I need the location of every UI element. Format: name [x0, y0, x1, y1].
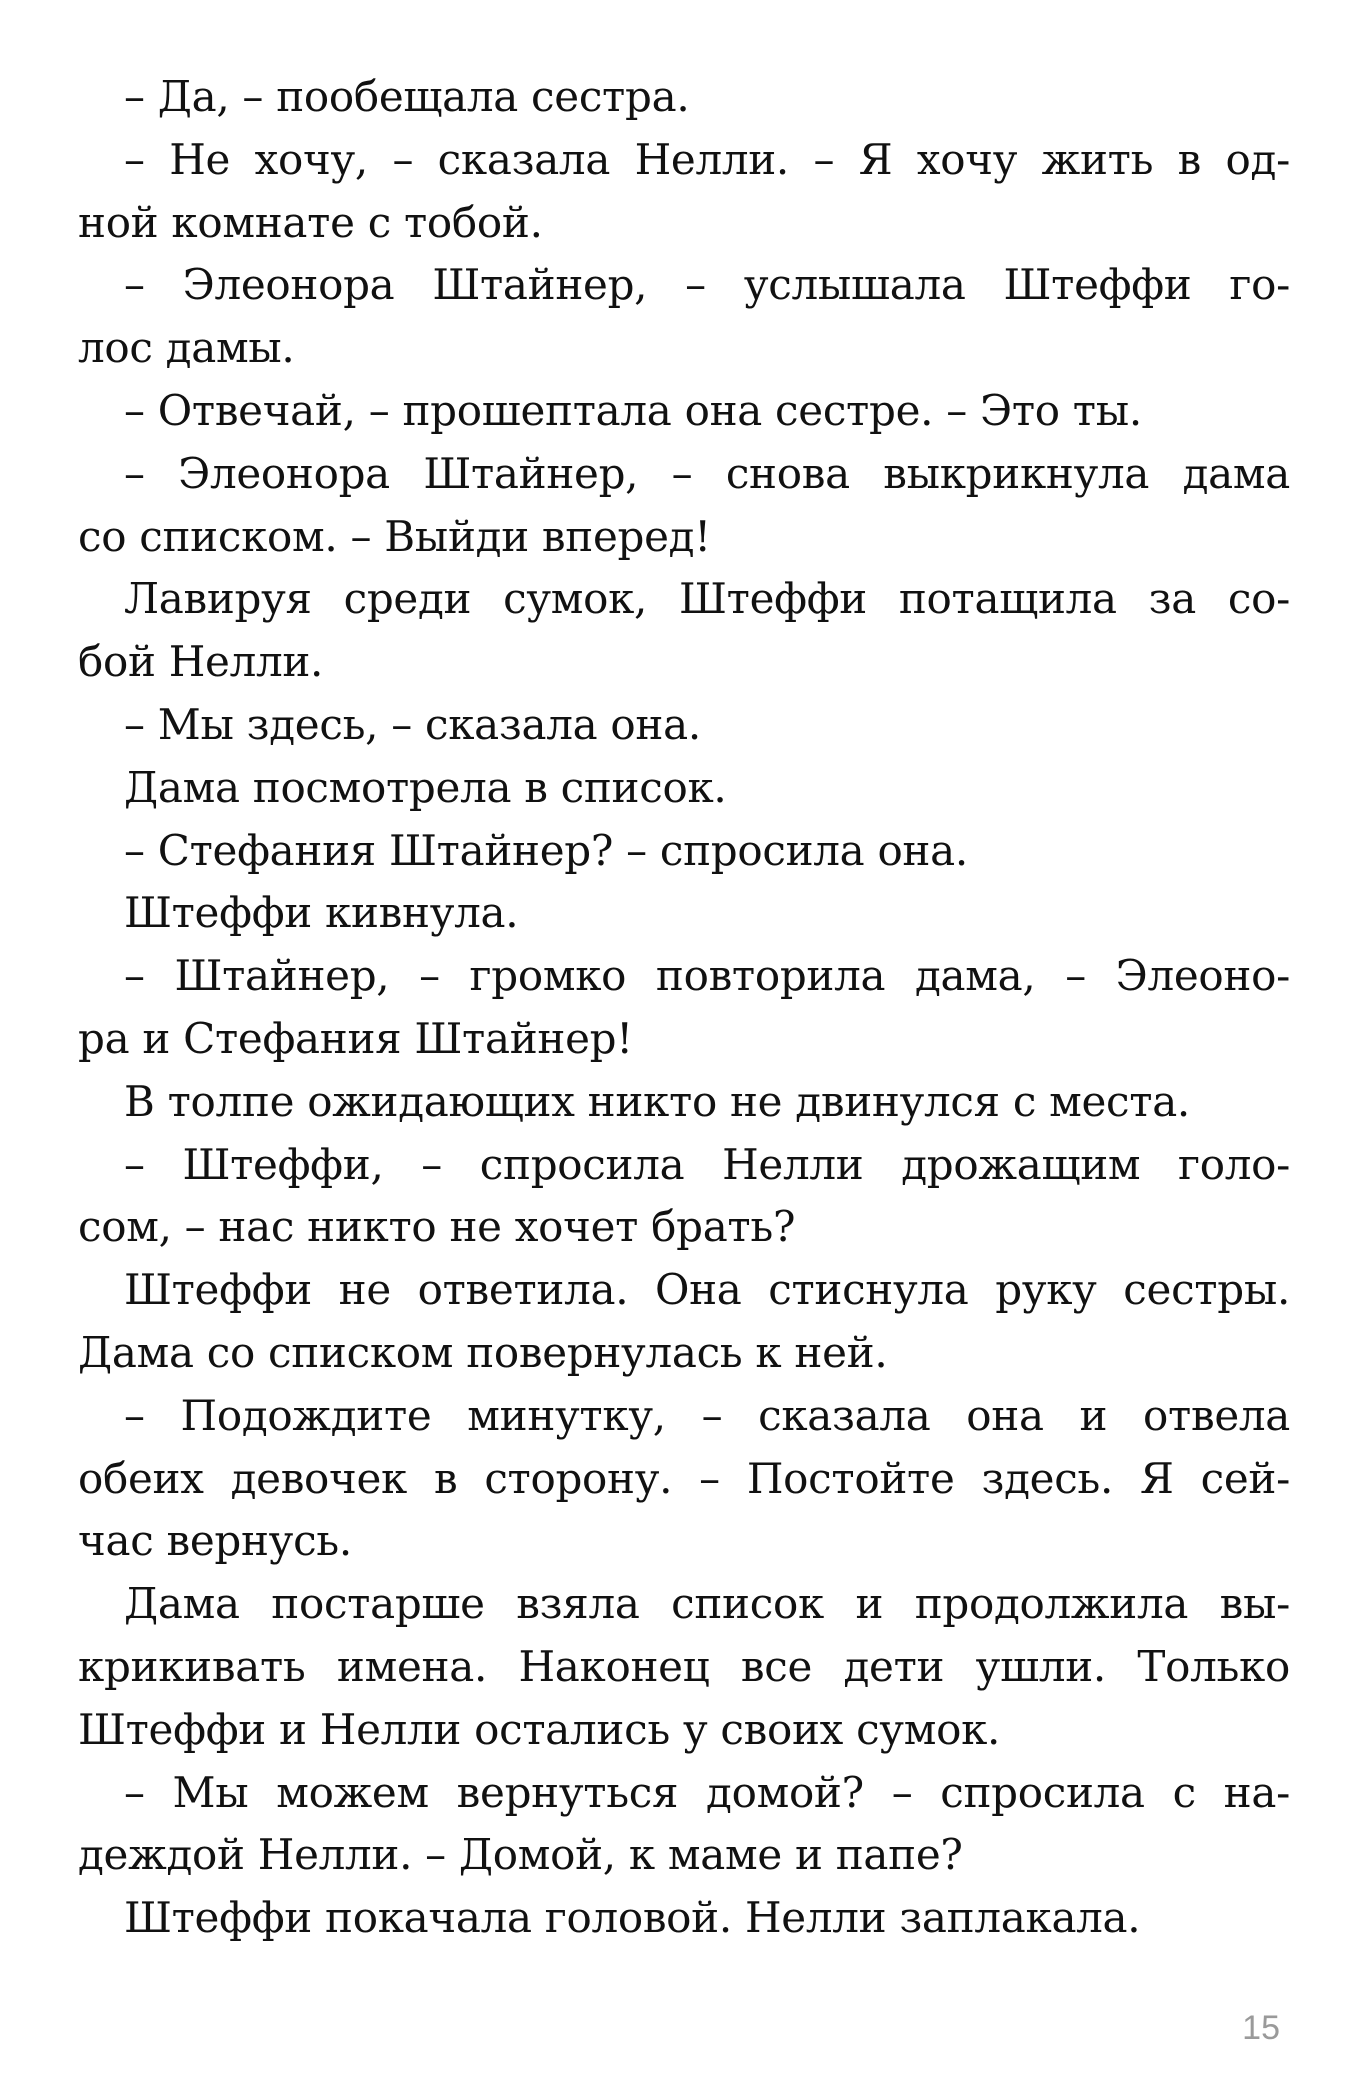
- text-line: – Подождите минутку, – сказала она и отвела: [124, 1390, 1290, 1440]
- text-line: Штеффи и Нелли остались у своих сумок.: [78, 1704, 1001, 1754]
- text-line: – Элеонора Штайнер, – снова выкрикнула дама: [124, 448, 1290, 498]
- text-line: Лавируя среди сумок, Штеффи потащила за со-: [124, 574, 1290, 624]
- text-line: деждой Нелли. – Домой, к маме и папе?: [78, 1830, 963, 1880]
- text-line: – Штеффи, – спросила Нелли дрожащим голо-: [124, 1139, 1290, 1189]
- text-line: ра и Стефания Штайнер!: [78, 1013, 633, 1063]
- text-line: – Элеонора Штайнер, – услышала Штеффи го-: [124, 260, 1290, 310]
- text-line: Дама постарше взяла список и продолжила вы-: [124, 1579, 1290, 1629]
- text-line: – Мы можем вернуться домой? – спросила с на-: [124, 1767, 1290, 1817]
- text-line: – Стефания Штайнер? – спросила она.: [124, 825, 968, 875]
- text-line: бой Нелли.: [78, 637, 324, 687]
- text-line: со списком. – Выйди вперед!: [78, 511, 711, 561]
- text-line: Штеффи покачала головой. Нелли заплакала.: [124, 1893, 1141, 1943]
- page-number: 15: [1242, 2009, 1280, 2047]
- text-line: Штеффи не ответила. Она стиснула руку сестры.: [124, 1265, 1290, 1315]
- text-line: лос дамы.: [78, 323, 295, 373]
- text-line: В толпе ожидающих никто не двинулся с места.: [124, 1076, 1190, 1126]
- text-line: час вернусь.: [78, 1516, 352, 1566]
- text-line: крикивать имена. Наконец все дети ушли. Только: [78, 1641, 1290, 1691]
- text-line: обеих девочек в сторону. – Постойте здесь. Я сей-: [78, 1453, 1290, 1503]
- body-text: [78, 66, 1290, 1950]
- text-line: Дама посмотрела в список.: [124, 762, 727, 812]
- text-line: сом, – нас никто не хочет брать?: [78, 1202, 796, 1252]
- text-line: ной комнате с тобой.: [78, 197, 543, 247]
- text-line: – Да, – пообещала сестра.: [124, 72, 690, 121]
- text-line: Дама со списком повернулась к ней.: [78, 1327, 888, 1377]
- text-line: – Мы здесь, – сказала она.: [124, 699, 701, 749]
- text-line: – Отвечай, – прошептала она сестре. – Это ты.: [124, 385, 1142, 435]
- text-line: – Не хочу, – сказала Нелли. – Я хочу жить в од-: [124, 134, 1290, 184]
- text-line: Штеффи кивнула.: [124, 888, 519, 938]
- text-line: – Штайнер, – громко повторила дама, – Элеоно-: [124, 951, 1290, 1001]
